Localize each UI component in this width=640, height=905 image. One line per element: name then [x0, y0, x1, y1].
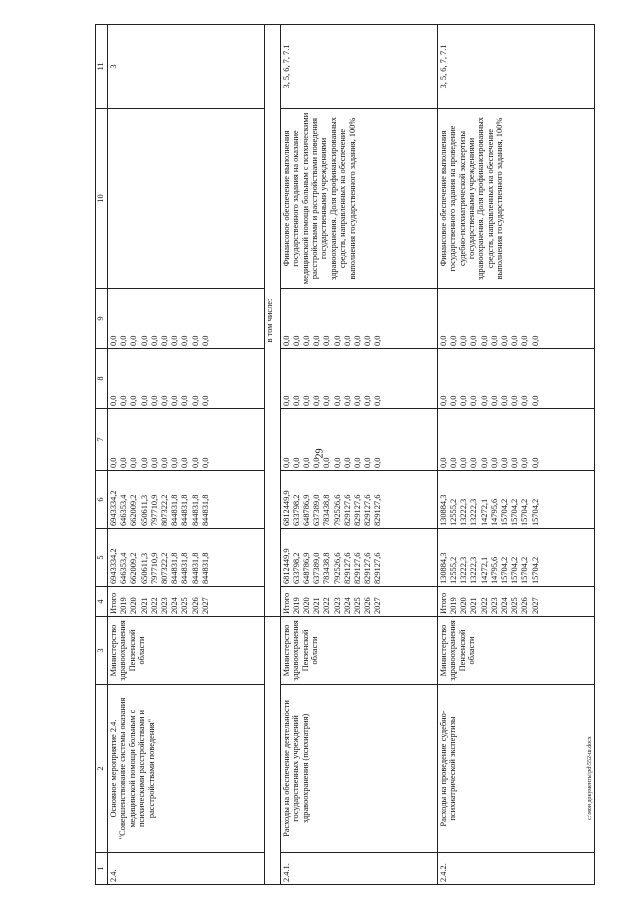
table-cell-value: 14795,6 — [489, 498, 499, 526]
table-cell-value: 662009,2 — [129, 494, 139, 526]
page-number: 29 — [314, 448, 326, 459]
table-cell-value: 0,0 — [159, 395, 169, 406]
table-cell-value: 0,0 — [353, 457, 363, 468]
table-cell-num: 2.4.1. — [280, 853, 437, 885]
table-cell-value: 2021 — [139, 597, 149, 614]
table-cell-value: 0,0 — [190, 335, 200, 346]
table-cell-value: 844831,8 — [170, 552, 180, 584]
table-cell-value: 807322,2 — [159, 494, 169, 526]
table-cell-value: 0,0 — [489, 395, 499, 406]
table-cell-value: 0,0 — [479, 457, 489, 468]
table-cell-value: 0,0 — [180, 335, 190, 346]
table-cell-value: 2025 — [510, 597, 520, 614]
table-cell-value: 13222,3 — [469, 498, 479, 526]
table-cell-value: 633798,2 — [291, 552, 301, 584]
table-cell-value: 0,0 — [302, 395, 312, 406]
table-cell-value: 2022 — [479, 597, 489, 614]
table-cell-value: 0,0 — [119, 335, 129, 346]
table-cell-num: 2.4. — [108, 853, 265, 885]
table-cell-value: 0,0 — [302, 335, 312, 346]
table-cell-value: 844831,8 — [200, 494, 210, 526]
table-cell-value: 2024 — [170, 597, 180, 614]
table-cell-value: 0,0 — [499, 335, 509, 346]
table-cell-value: 0,0 — [119, 457, 129, 468]
table-cell-c10 — [108, 109, 265, 289]
table-cell-value: 0,0 — [200, 457, 210, 468]
table-cell-value: 15704,2 — [530, 498, 540, 526]
table-cell-c10: Финансовое обеспечение выполнения государственного задания на оказание медицинской помощи больным с психическими расстройствами и расстройствами поведения государственными учреждениями здравоохранения. Доля профинансированных средств, направленных на обеспечение выполнения государственного задания, 100% — [280, 109, 437, 289]
table-cell-value: 6812449,9 — [281, 548, 291, 584]
table-cell-value: 829127,6 — [363, 494, 373, 526]
table-cell-value: 13222,3 — [459, 498, 469, 526]
table-cell-value: 0,0 — [363, 395, 373, 406]
table-cell-value: 0,0 — [281, 335, 291, 346]
table-cell-value: 2024 — [499, 597, 509, 614]
table-cell-value: 0,0 — [109, 457, 118, 468]
table-cell-exec: Министерство здравоохранения Пензенской области — [108, 617, 265, 685]
table-cell-value: 0,0 — [170, 335, 180, 346]
table-cell-value: 0,0 — [530, 457, 540, 468]
table-cell-value: 844831,8 — [180, 552, 190, 584]
table-cell-value: 829127,6 — [353, 494, 363, 526]
table-cell-value: 0,0 — [363, 335, 373, 346]
table-cell-value: 2019 — [291, 597, 301, 614]
table-row — [437, 25, 594, 885]
table-cell-value: 0,0 — [499, 395, 509, 406]
column-header: 2 — [96, 685, 108, 853]
table-cell-value: 0,0 — [438, 335, 448, 346]
rotated-table-container — [95, 25, 595, 885]
table-cell-value: 829127,6 — [353, 552, 363, 584]
table-cell-value: 829127,6 — [373, 552, 383, 584]
table-cell-value: 0,0 — [322, 457, 332, 468]
table-cell-value: 807322,2 — [159, 552, 169, 584]
table-cell-value: 15704,2 — [520, 498, 530, 526]
table-cell-value: 0,0 — [449, 457, 459, 468]
table-cell-value: 2024 — [342, 597, 352, 614]
table-cell-value: 12555,2 — [449, 498, 459, 526]
table-cell-value: 0,0 — [190, 395, 200, 406]
table-cell-value: 0,0 — [489, 457, 499, 468]
table-cell-value: 2023 — [489, 597, 499, 614]
table-cell-value: 2021 — [469, 597, 479, 614]
table-cell-value: 13222,3 — [469, 556, 479, 584]
column-header: 10 — [96, 109, 108, 289]
table-cell-name: Расходы на обеспечение деятельности государственных учреждений здравоохранения (психиатрия) — [280, 685, 437, 853]
table-cell-value: 0,0 — [312, 457, 322, 468]
table-cell-value: 15704,2 — [520, 556, 530, 584]
table-cell-value: 792526,6 — [332, 494, 342, 526]
table-cell-value: 0,0 — [479, 335, 489, 346]
table-cell-value: 0,0 — [312, 335, 322, 346]
table-cell-c11: 3, 5, 6, 7, 7.1 — [437, 25, 594, 109]
table-cell-value: 0,0 — [109, 335, 118, 346]
table-cell-name: Расходы на проведение судебно-психиатрической экспертизы — [437, 685, 594, 853]
table-cell-value: 662009,2 — [129, 552, 139, 584]
table-cell-value: 0,0 — [291, 457, 301, 468]
table-cell-value: 0,0 — [139, 457, 149, 468]
table-cell-value: 0,0 — [322, 395, 332, 406]
column-header: 7 — [96, 409, 108, 471]
table-cell-value: 648786,9 — [302, 494, 312, 526]
column-header: 4 — [96, 587, 108, 617]
table-cell-value: 792526,6 — [332, 552, 342, 584]
table-cell-value: 0,0 — [373, 395, 383, 406]
table-cell-value: 2023 — [159, 597, 169, 614]
table-cell-value: 0,0 — [449, 395, 459, 406]
table-cell-value: 0,0 — [489, 335, 499, 346]
table-cell-value: 2027 — [200, 597, 210, 614]
table-cell-value: 0,0 — [149, 457, 159, 468]
table-cell-num: 2.4.2. — [437, 853, 594, 885]
column-header: 1 — [96, 853, 108, 885]
table-cell-value: 844831,8 — [170, 494, 180, 526]
table-cell-value: 15704,2 — [499, 556, 509, 584]
table-cell-value: 6943334,2 — [109, 490, 118, 526]
column-header: 6 — [96, 471, 108, 529]
table-cell-value: 0,0 — [530, 335, 540, 346]
table-cell-value: 0,0 — [291, 335, 301, 346]
table-cell-c10: Финансовое обеспечение выполнения государственного задания на проведение судебно-психиатрической экспертизы государственными учреждениями здравоохранения. Доля профинансированных средств, направленных на обеспечение выполнения государственного задания, 100% — [437, 109, 594, 289]
table-cell-value: 12555,2 — [449, 556, 459, 584]
table-cell-value: 14272,1 — [479, 556, 489, 584]
table-cell-value: 0,0 — [459, 395, 469, 406]
table-cell-exec: Министерство здравоохранения Пензенской области — [280, 617, 437, 685]
table-cell-value: 2021 — [312, 597, 322, 614]
table-cell-value: 0,0 — [149, 335, 159, 346]
table-cell-value: 637389,0 — [312, 552, 322, 584]
table-cell-value: 829127,6 — [363, 552, 373, 584]
table-cell-value: 0,0 — [129, 457, 139, 468]
table-cell-value: 0,0 — [332, 335, 342, 346]
table-cell-value: 0,0 — [342, 457, 352, 468]
table-cell-value: 0,0 — [149, 395, 159, 406]
table-cell-value: 637389,0 — [312, 494, 322, 526]
column-header: 8 — [96, 349, 108, 409]
table-cell-value: 2026 — [190, 597, 200, 614]
table-cell-value: 0,0 — [373, 457, 383, 468]
table-cell-value: 844831,8 — [200, 552, 210, 584]
header-row — [96, 25, 108, 885]
subheader-row — [265, 25, 281, 885]
table-cell-c11: 3 — [108, 25, 265, 109]
table-cell-value: 0,0 — [281, 457, 291, 468]
table-cell-value: 13222,3 — [459, 556, 469, 584]
incl-label: в том числе: — [265, 25, 281, 617]
column-header: 9 — [96, 289, 108, 349]
table-cell-value: 2020 — [129, 597, 139, 614]
table-cell-value: 130884,3 — [438, 552, 448, 584]
table-cell-value: 0,0 — [119, 395, 129, 406]
table-cell-value: 0,0 — [342, 395, 352, 406]
table-cell-value: 844831,8 — [180, 494, 190, 526]
table-cell-value: 0,0 — [180, 395, 190, 406]
table-cell-value: 646353,4 — [119, 494, 129, 526]
table-cell-c11: 3, 5, 6, 7, 7.1 — [280, 25, 437, 109]
table-cell-value: 15704,2 — [510, 498, 520, 526]
table-cell-value: 14272,1 — [479, 498, 489, 526]
table-cell-value: 0,0 — [322, 335, 332, 346]
table-cell-value: 130884,3 — [438, 494, 448, 526]
table-cell-value: 2020 — [302, 597, 312, 614]
table-cell-value: 2027 — [373, 597, 383, 614]
table-cell-value: 0,0 — [469, 395, 479, 406]
table-cell-value: 0,0 — [291, 395, 301, 406]
table-cell-value: Итого — [438, 592, 448, 614]
table-cell-value: 0,0 — [530, 395, 540, 406]
table-cell-value: 2022 — [149, 597, 159, 614]
table-cell-value: 0,0 — [459, 335, 469, 346]
table-cell-name: Основное мероприятие 2.4. "Совершенствование системы оказания медицинской помощи больным с психическими расстройствами и расстройствами поведения" — [108, 685, 265, 853]
table-cell-value: 0,0 — [520, 395, 530, 406]
program-table — [95, 24, 595, 885]
table-cell-value: 0,0 — [281, 395, 291, 406]
table-cell-value: 648786,9 — [302, 552, 312, 584]
table-cell-value: 0,0 — [109, 395, 118, 406]
table-cell-value: 633798,2 — [291, 494, 301, 526]
table-cell-exec: Министерство здравоохранения Пензенской области — [437, 617, 594, 685]
table-cell-value: 15704,2 — [530, 556, 540, 584]
table-cell-value: 650611,3 — [139, 494, 149, 526]
column-header: 3 — [96, 617, 108, 685]
table-cell-value: 646353,4 — [119, 552, 129, 584]
table-cell-value: 0,0 — [438, 457, 448, 468]
table-cell-value: 797710,9 — [149, 552, 159, 584]
table-cell-value: 0,0 — [159, 335, 169, 346]
table-cell-value: 2022 — [322, 597, 332, 614]
table-cell-value: Итого — [109, 592, 118, 614]
table-cell-value: 0,0 — [499, 457, 509, 468]
table-cell-value: 2019 — [449, 597, 459, 614]
table-cell-value: 6943334,2 — [109, 548, 118, 584]
table-cell-value: 2025 — [180, 597, 190, 614]
table-cell-value: 0,0 — [312, 395, 322, 406]
table-cell-value: 0,0 — [353, 395, 363, 406]
table-cell-value: 0,0 — [469, 457, 479, 468]
table-row — [280, 25, 437, 885]
column-header: 5 — [96, 529, 108, 587]
column-header: 11 — [96, 25, 108, 109]
table-cell-value: 0,0 — [342, 335, 352, 346]
table-cell-value: 0,0 — [129, 335, 139, 346]
footer-path: c:\мои документы\pd\552-ш.docx — [587, 736, 593, 820]
table-cell-value: 15704,2 — [499, 498, 509, 526]
table-cell-value: 0,0 — [510, 335, 520, 346]
table-cell-value: 0,0 — [200, 395, 210, 406]
table-cell-value: 15704,2 — [510, 556, 520, 584]
table-cell-value: 0,0 — [373, 335, 383, 346]
table-cell-value: 0,0 — [459, 457, 469, 468]
table-cell-value: 0,0 — [170, 457, 180, 468]
table-cell-value: 829127,6 — [342, 552, 352, 584]
table-cell-value: 0,0 — [180, 457, 190, 468]
table-cell-value: 0,0 — [332, 395, 342, 406]
table-cell-value: 0,0 — [520, 335, 530, 346]
table-cell-value: 14795,6 — [489, 556, 499, 584]
table-cell-value: 0,0 — [159, 457, 169, 468]
table-cell-value: 0,0 — [353, 335, 363, 346]
table-cell-value: 0,0 — [139, 335, 149, 346]
table-cell-value: 650611,3 — [139, 552, 149, 584]
table-cell-value: 2019 — [119, 597, 129, 614]
table-cell-value: 0,0 — [129, 395, 139, 406]
table-cell-value: 6812449,9 — [281, 490, 291, 526]
table-cell-value: 0,0 — [510, 457, 520, 468]
table-cell-value: Итого — [281, 592, 291, 614]
table-cell-value: 0,0 — [469, 335, 479, 346]
table-cell-value: 0,0 — [363, 457, 373, 468]
table-cell-value: 783438,8 — [322, 552, 332, 584]
table-cell-value: 0,0 — [170, 395, 180, 406]
table-cell-value: 0,0 — [479, 395, 489, 406]
table-cell-value: 0,0 — [139, 395, 149, 406]
table-cell-value: 0,0 — [510, 395, 520, 406]
table-cell-value: 0,0 — [520, 457, 530, 468]
table-cell-value: 829127,6 — [342, 494, 352, 526]
table-cell-value: 2026 — [363, 597, 373, 614]
table-row — [108, 25, 265, 885]
table-cell-value: 844831,8 — [190, 552, 200, 584]
table-cell-value: 829127,6 — [373, 494, 383, 526]
table-cell-value: 2023 — [332, 597, 342, 614]
table-cell-value: 0,0 — [302, 457, 312, 468]
table-cell-value: 0,0 — [449, 335, 459, 346]
table-cell-value: 0,0 — [200, 335, 210, 346]
table-cell-value: 2020 — [459, 597, 469, 614]
table-cell-value: 2027 — [530, 597, 540, 614]
table-cell-value: 2025 — [353, 597, 363, 614]
table-cell-value: 844831,8 — [190, 494, 200, 526]
table-cell-value: 0,0 — [438, 395, 448, 406]
table-cell-value: 0,0 — [190, 457, 200, 468]
table-cell-value: 2026 — [520, 597, 530, 614]
table-cell-value: 0,0 — [332, 457, 342, 468]
table-cell-value: 783438,8 — [322, 494, 332, 526]
table-cell-value: 797710,9 — [149, 494, 159, 526]
